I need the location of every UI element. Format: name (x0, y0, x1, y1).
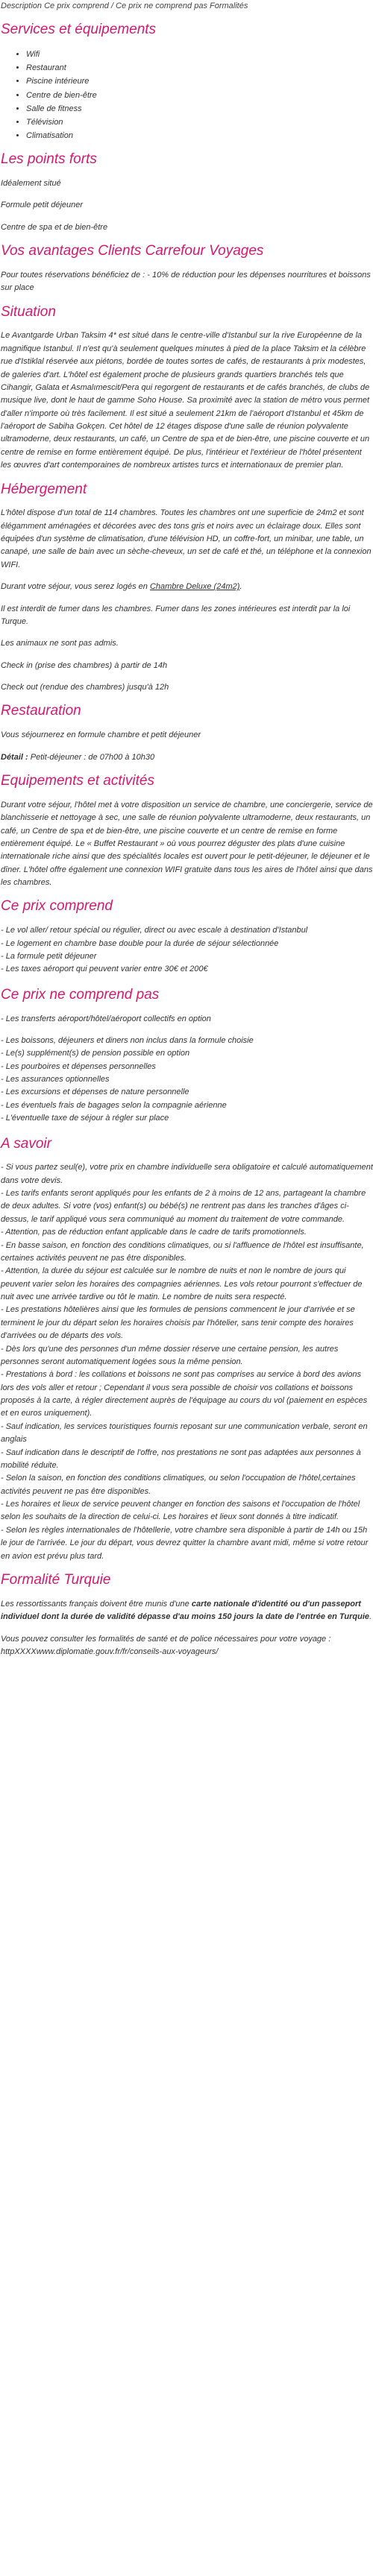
hebergement-animals: Les animaux ne sont pas admis. (1, 639, 119, 648)
formalite-title: Formalité Turquie (1, 1571, 111, 1588)
ne-comprend-item: - Les assurances optionnelles (1, 1075, 110, 1085)
hebergement-description: L'hôtel dispose d'un total de 114 chambres. Toutes les chambres ont une superficie de 24m2 et sont élégamment aménagées et décorées avec des tons gris et noirs avec un éclairage doux. Elles sont équipées d'un système de climatisation, d'une télévision HD, un coffre-fort, un minibar, une table, un canapé, une salle de bain avec un sèche-cheveux, un set de café et thé, un téléphone et la connexion WIFI. (1, 508, 372, 569)
comprend-item: - Les taxes aéroport qui peuvent varier entre 30€ et 200€ (1, 965, 208, 974)
point-fort-item: Centre de spa et de bien-être (1, 222, 108, 232)
equipements-text: Durant votre séjour, l'hôtel met à votre disposition un service de chambre, une conciergerie, service de blanchisserie et nettoyage à sec, une salle de réunion polyvalente ultramoderne, deux restaurants, un café, un Centre de spa et de bien-être, une piscine couverte et un centre de remise en forme entièrement équipé. Le « Buffet Restaurant » où vous pourrez déguster des plats d'une cuisine internationale riche ainsi que des spécialités locales est ouvert pour le petit-déjeuner, le déjeuner et le dîner. L'hôtel offre également une connexion WIFI gratuite dans tous les aires de l'hôtel ainsi que dans les chambres. (1, 800, 373, 888)
ne-comprend-list (0, 1035, 373, 1126)
comprend-list (0, 924, 373, 976)
ne-comprend-item: - Les boissons, déjeuners et diners non inclus dans la formule choisie (1, 1035, 254, 1045)
ne-comprend-item: - Les éventuels frais de bagages selon la compagnie aérienne (1, 1100, 227, 1110)
comprend-item: - Le logement en chambre base double pour la durée de séjour sélectionnée (1, 938, 279, 948)
service-item: • Salle de fitness (26, 102, 373, 116)
a-savoir-text: - Si vous partez seul(e), votre prix en chambre individuelle sera obligatoire et calculé automatiquement dans votre devis. - Les tarifs enfants seront appliqués pour les enfants de 2 à moins de 12 ans, partageant la chambre de deux adultes. Si votre (vos) enfant(s) ou bébé(s) ne rentrent pas dans les tranches d'âges ci-dessus, le tarif appliqué vous sera communiqué au moment du traitement de votre commande. - Attention, pas de réduction enfant applicable dans le cadre de tarifs promotionnels. - En basse saison, en fonction des conditions climatiques, ou si l'affluence de l'hôtel est insuffisante, certaines activités peuvent ne pas être disponibles. - Attention, la durée du séjour est calculée sur le nombre de nuits et non le nombre de jours qui peuvent varier selon les horaires des compagnies aériennes. Les vols retour pourront s'effectuer de nuit avec une arrivée tardive ou tôt le matin. Le nombre de nuits sera respecté. - Les prestations hôtelières ainsi que les formules de pensions commencent le jour d'arrivée et se terminent le jour du départ selon les horaires choisis par l'hôtelier, sans tenir compte des horaires d'arrivées ou de départs des vols. - Dès lors qu'une des personnes d'un même dossier réserve une certaine pension, les autres personnes seront automatiquement logées sous la même pension. - Prestations à bord : les collations et boissons ne sont pas comprises au service à bord des avions lors des vols aller et retour ; Cependant il vous sera possible de choisir vos collations et boissons proposés à la carte, à régler directement auprès de l'équipage au cours du vol (paiement en espèces et en euros uniquement). - Sauf indication, les services touristiques fournis reposant sur une communication verbale, seront en anglais - Sauf indication dans le descriptif de l'offre, nos prestations ne sont pas adaptées aux personnes à mobilité réduite. - Selon la saison, en fonction des conditions climatiques, ou selon l'occupation de l'hôtel,certaines activités peuvent ne pas être disponibles. - Les horaires et lieux de service peuvent changer en fonction des saisons et l'occupation de l'hôtel selon les souhaits de la direction de celui-ci. Les horaires et lieux sont donnés à titre indicatif. - Selon les règles internationales de l'hôtellerie, votre chambre sera disponible à partir de 14h ou 15h le jour de l'arrivée. Le jour du départ, vous devrez quitter la chambre avant midi, même si votre retour en avion est prévu plus tard. (1, 1163, 373, 1561)
situation-title: Situation (1, 303, 56, 320)
service-item: • Piscine intérieure (26, 75, 373, 88)
ne-comprend-first: - Les transferts aéroport/hôtel/aéroport collectifs en option (1, 1014, 211, 1023)
formalite-health: Vous pouvez consulter les formalités de santé et de police nécessaires pour votre voyage : httpXXXXwww.diplomatie.gouv.fr/fr/conseils-aux-voyageurs/ (1, 1634, 331, 1656)
hebergement-smoking: Il est interdit de fumer dans les chambres. Fumer dans les zones intérieures est interdit par la loi Turque. (1, 604, 351, 626)
equipements-title: Equipements et activités (1, 773, 154, 789)
ne-comprend-item: - Le(s) supplément(s) de pension possible en option (1, 1049, 190, 1058)
services-title: Services et équipements (1, 22, 157, 38)
service-item: • Restaurant (26, 61, 373, 75)
avantages-title: Vos avantages Clients Carrefour Voyages (1, 243, 264, 259)
points-forts-title: Les points forts (1, 151, 97, 168)
service-item: • Wifi (26, 48, 373, 61)
ne-comprend-item: - Les pourboires et dépenses personnelles (1, 1061, 156, 1071)
formalite-prefix: Les ressortissants français doivent être munis d'une (1, 1599, 192, 1609)
comprend-item: - La formule petit déjeuner (1, 951, 97, 961)
a-savoir-title: A savoir (1, 1135, 51, 1152)
restauration-detail (1, 751, 373, 764)
hebergement-title: Hébergement (1, 481, 87, 497)
situation-text: Le Avantgarde Urban Taksim 4* est situé dans le centre-ville d'Istanbul sur la rive Européenne de la magnifique Istanbul. Il n'est qu'à seulement quelques minutes à pied de la place Taksim et la célèbre rue d'Istiklal réservée aux piétons, bordée de toutes sortes de cafés, de restaurants à prix modestes, de galeries d'art. L'hôtel est également proche de plusieurs grands quartiers branchés tels que Cihangir, Galata et Asmalımescit/Pera qui regorgent de restaurants et de cafés branchés, de clubs de musique live, dont le haut de gamme Soho House. Sa proximité avec la station de métro vous permet d'aller n'importe où très facilement. Il est situé a seulement 21km de l'aéroport d'Istanbul et 45km de l'aéroport de Sabiha Gokçen. Cet hôtel de 12 étages dispose d'une salle de réunion polyvalente ultramoderne, deux restaurants, un café, un Centre de spa et de bien-être, une piscine couverte et un centre de remise en forme entièrement équipé. De plus, l'intérieur et l'extérieur de l'hôtel présentent les œuvres d'art contemporaines de nombreux artistes turcs et internationaux de premier plan. (1, 331, 370, 470)
point-fort-item: Idéalement situé (1, 178, 61, 188)
hebergement-check-in: Check in (prise des chambres) à partir de 14h (1, 660, 168, 670)
detail-text: Petit-déjeuner : de 07h00 à 10h30 (28, 752, 155, 762)
restauration-title: Restauration (1, 703, 81, 719)
services-list (0, 48, 373, 142)
tab-strip[interactable]: Description Ce prix comprend / Ce prix ne comprend pas Formalités (1, 1, 248, 10)
room-type-prefix: Durant votre séjour, vous serez logés en (1, 582, 150, 592)
ne-comprend-title: Ce prix ne comprend pas (1, 986, 160, 1003)
ne-comprend-item: - Les excursions et dépenses de nature personnelle (1, 1087, 189, 1097)
detail-label: Détail : (1, 752, 28, 762)
comprend-item: - Le vol aller/ retour spécial ou régulier, direct ou avec escale à destination d'Istanbul (1, 926, 308, 935)
hebergement-check-out: Check out (rendue des chambres) jusqu'à 12h (1, 683, 169, 692)
room-type-link[interactable]: Chambre Deluxe (24m2) (149, 582, 240, 592)
service-item: • Climatisation (26, 129, 373, 142)
formalite-identity (1, 1598, 373, 1624)
comprend-title: Ce prix comprend (1, 898, 113, 915)
room-type-suffix: . (239, 582, 242, 592)
formalite-bold: carte nationale d'identité ou d'un passeport individuel dont la durée de validité dépasse d'au moins 150 jours la date de l'entrée en Turquie (1, 1599, 370, 1622)
ne-comprend-item: - L'éventuelle taxe de séjour à régler sur place (1, 1114, 169, 1123)
hebergement-room-type (1, 581, 373, 593)
avantages-text: Pour toutes réservations bénéficiez de : - 10% de réduction pour les dépenses nourritures et boissons sur place (1, 270, 371, 293)
point-fort-item: Formule petit déjeuner (1, 201, 84, 210)
restauration-formule: Vous séjournerez en formule chambre et petit déjeuner (1, 730, 201, 740)
service-item: • Télévision (26, 116, 373, 129)
formalite-suffix: . (369, 1612, 372, 1622)
service-item: • Centre de bien-être (26, 89, 373, 102)
